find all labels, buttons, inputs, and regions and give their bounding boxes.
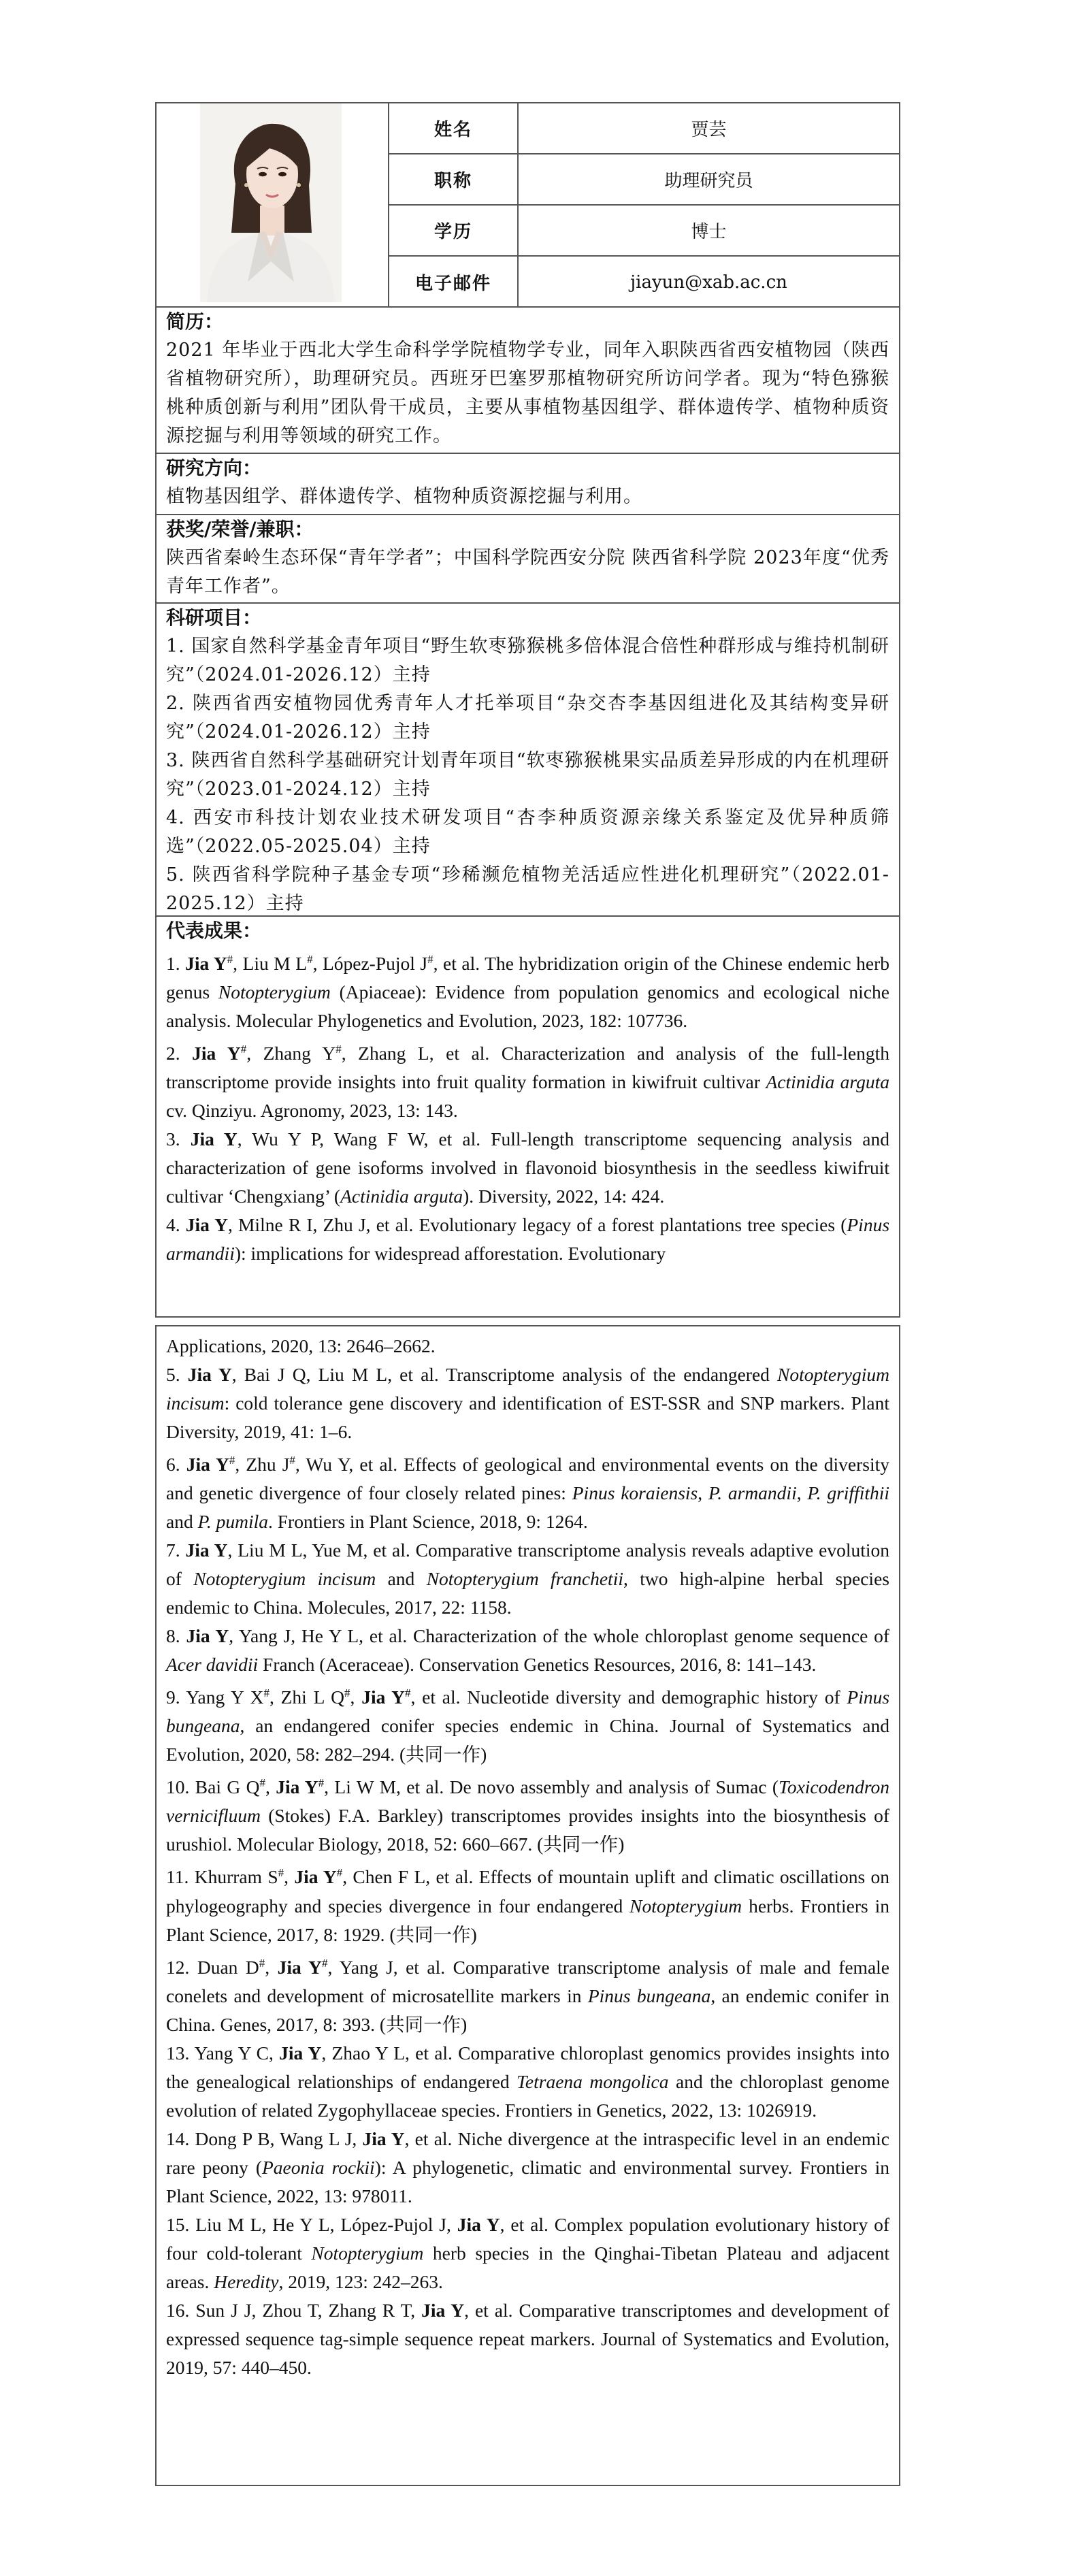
publication-item: Applications, 2020, 13: 2646–2662.: [166, 1335, 436, 1356]
publication-item: 7. Jia Y, Liu M L, Yue M, et al. Comparative transcriptome analysis reveals adaptive evolution of Notopterygium incisum and Notopterygium franchetii, two high-alpine herbal species endemic to China. Molecules, 2017, 22: 1158.: [166, 1539, 889, 1618]
info-label-email: 电子邮件: [389, 257, 519, 308]
info-row-education: [389, 206, 899, 257]
project-item: 4. 西安市科技计划农业技术研发项目“杏李种质资源亲缘关系鉴定及优异种质筛选”（2022.05-2025.04）主持: [166, 807, 889, 857]
publication-item: 15. Liu M L, He Y L, López-Pujol J, Jia Y, et al. Complex population evolutionary history of four cold-tolerant Notopterygium herb species in the Qinghai-Tibetan Plateau and adjacent areas. Heredity, 2019, 123: 242–263.: [166, 2213, 890, 2292]
portrait-image: [200, 103, 342, 302]
publication-item: 12. Duan D#, Jia Y#, Yang J, et al. Comparative transcriptome analysis of male and female conelets and development of microsatellite markers in Pinus bungeana, an endemic conifer in China. Genes, 2017, 8: 393. (共同一作): [166, 1956, 890, 2035]
info-row-title: [389, 154, 899, 206]
publication-item: 2. Jia Y#, Zhang Y#, Zhang L, et al. Characterization and analysis of the full-length transcriptome provide insights into fruit quality formation in kiwifruit cultivar Actinidia arguta cv. Qinziyu. Agronomy, 2023, 13: 143.: [166, 1043, 890, 1122]
resume-title: 简历：: [166, 310, 224, 333]
publication-item: 16. Sun J J, Zhou T, Zhang R T, Jia Y, et al. Comparative transcriptomes and development of expressed sequence tag-simple sequence repeat markers. Journal of Systematics and Evolution, 2019, 57: 440–450.: [166, 2299, 889, 2378]
research-section: [157, 454, 899, 515]
honors-section: [157, 515, 899, 604]
projects-title: 科研项目：: [166, 606, 262, 629]
research-body: 植物基因组学、群体遗传学、植物种质资源挖掘与利用。: [166, 486, 642, 507]
info-label-education: 学历: [389, 206, 519, 255]
profile-card: [155, 102, 900, 1318]
profile-header-row: [157, 103, 899, 308]
photo-cell: [157, 103, 389, 308]
portrait-photo: [200, 103, 342, 302]
publications-continued-card: [155, 1325, 900, 2486]
publication-item: 5. Jia Y, Bai J Q, Liu M L, et al. Transcriptome analysis of the endangered Notopterygium incisum: cold tolerance gene discovery and identification of EST-SSR and SNP markers. Plant Diversity, 2019, 41: 1–6.: [166, 1364, 890, 1442]
research-title: 研究方向：: [166, 457, 262, 479]
publications-title: 代表成果：: [166, 919, 262, 942]
info-label-title: 职称: [389, 154, 519, 204]
project-item: 1. 国家自然科学基金青年项目“野生软枣猕猴桃多倍体混合倍性种群形成与维持机制研究”（2024.01-2026.12）主持: [166, 636, 889, 685]
publication-item: 11. Khurram S#, Jia Y#, Chen F L, et al. Effects of mountain uplift and climatic oscillations on phylogeography and species divergence in four endangered Notopterygium herbs. Frontiers in Plant Science, 2017, 8: 1929. (共同一作): [166, 1866, 890, 1945]
publication-item: 13. Yang Y C, Jia Y, Zhao Y L, et al. Comparative chloroplast genomics provides insights into the genealogical relationships of endangered Tetraena mongolica and the chloroplast genome evolution of related Zygophyllaceae species. Frontiers in Genetics, 2022, 13: 1026919.: [166, 2042, 890, 2121]
project-item: 2. 陕西省西安植物园优秀青年人才托举项目“杂交杏李基因组进化及其结构变异研究”（2024.01-2026.12）主持: [166, 693, 889, 743]
info-label-name: 姓名: [389, 103, 519, 153]
publication-item: 10. Bai G Q#, Jia Y#, Li W M, et al. De novo assembly and analysis of Sumac (Toxicodendron vernicifluum (Stokes) F.A. Barkley) transcriptomes provides insights into the biosynthesis of urushiol. Molecular Biology, 2018, 52: 660–667. (共同一作): [166, 1776, 890, 1855]
project-item: 3. 陕西省自然科学基础研究计划青年项目“软枣猕猴桃果实品质差异形成的内在机理研究”（2023.01-2024.12）主持: [166, 750, 889, 800]
info-row-email: [389, 257, 899, 308]
project-item: 5. 陕西省科学院种子基金专项“珍稀濒危植物羌活适应性进化机理研究”（2022.01-2025.12）主持: [166, 864, 889, 914]
info-value-email[interactable]: jiayun@xab.ac.cn: [630, 272, 787, 293]
info-value-name: 贾芸: [691, 120, 727, 140]
publication-item: 3. Jia Y, Wu Y P, Wang F W, et al. Full-length transcriptome sequencing analysis and characterization of gene isoforms involved in flavonoid biosynthesis in the seedless kiwifruit cultivar ‘Chengxiang’ (Actinidia arguta). Diversity, 2022, 14: 424.: [166, 1128, 889, 1207]
publication-item: 4. Jia Y, Milne R I, Zhu J, et al. Evolutionary legacy of a forest plantations tree species (Pinus armandii): implications for widespread afforestation. Evolutionary: [166, 1214, 890, 1265]
publication-item: 6. Jia Y#, Zhu J#, Wu Y, et al. Effects of geological and environmental events on the diversity and genetic divergence of four closely related pines: Pinus koraiensis, P. armandii, P. griffithii and P. pumila. Frontiers in Plant Science, 2018, 9: 1264.: [166, 1454, 890, 1533]
resume-section: [157, 308, 899, 454]
honors-body: 陕西省秦岭生态环保“青年学者”；中国科学院西安分院 陕西省科学院 2023年度“优秀青年工作者”。: [166, 547, 889, 597]
info-value-education: 博士: [691, 222, 727, 242]
publication-item: 1. Jia Y#, Liu M L#, López-Pujol J#, et al. The hybridization origin of the Chinese endemic herb genus Notopterygium (Apiaceae): Evidence from population genomics and ecological niche analysis. Molecular Phylogenetics and Evolution, 2023, 182: 107736.: [166, 953, 890, 1032]
publication-list-continued: [157, 1326, 899, 2382]
info-row-name: [389, 103, 899, 154]
projects-section: [157, 604, 899, 917]
publications-section: [157, 917, 899, 1268]
honors-title: 获奖/荣誉/兼职：: [166, 518, 314, 540]
resume-body: 2021 年毕业于西北大学生命科学学院植物学专业，同年入职陕西省西安植物园（陕西省植物研究所），助理研究员。西班牙巴塞罗那植物研究所访问学者。现为“特色猕猴桃种质创新与利用”团队骨干成员，主要从事植物基因组学、群体遗传学、植物种质资源挖掘与利用等领域的研究工作。: [166, 340, 889, 446]
publication-item: 14. Dong P B, Wang L J, Jia Y, et al. Niche divergence at the intraspecific level in an endemic rare peony (Paeonia rockii): A phylogenetic, climatic and environmental survey. Frontiers in Plant Science, 2022, 13: 978011.: [166, 2127, 890, 2206]
publication-item: 8. Jia Y, Yang J, He Y L, et al. Characterization of the whole chloroplast genome sequence of Acer davidii Franch (Aceraceae). Conservation Genetics Resources, 2016, 8: 141–143.: [166, 1625, 890, 1676]
publication-list: [157, 945, 899, 1268]
info-value-title: 助理研究员: [664, 171, 753, 191]
publication-item: 9. Yang Y X#, Zhi L Q#, Jia Y#, et al. Nucleotide diversity and demographic history of Pinus bungeana, an endangered conifer species endemic in China. Journal of Systematics and Evolution, 2020, 58: 282–294. (共同一作): [166, 1686, 890, 1765]
